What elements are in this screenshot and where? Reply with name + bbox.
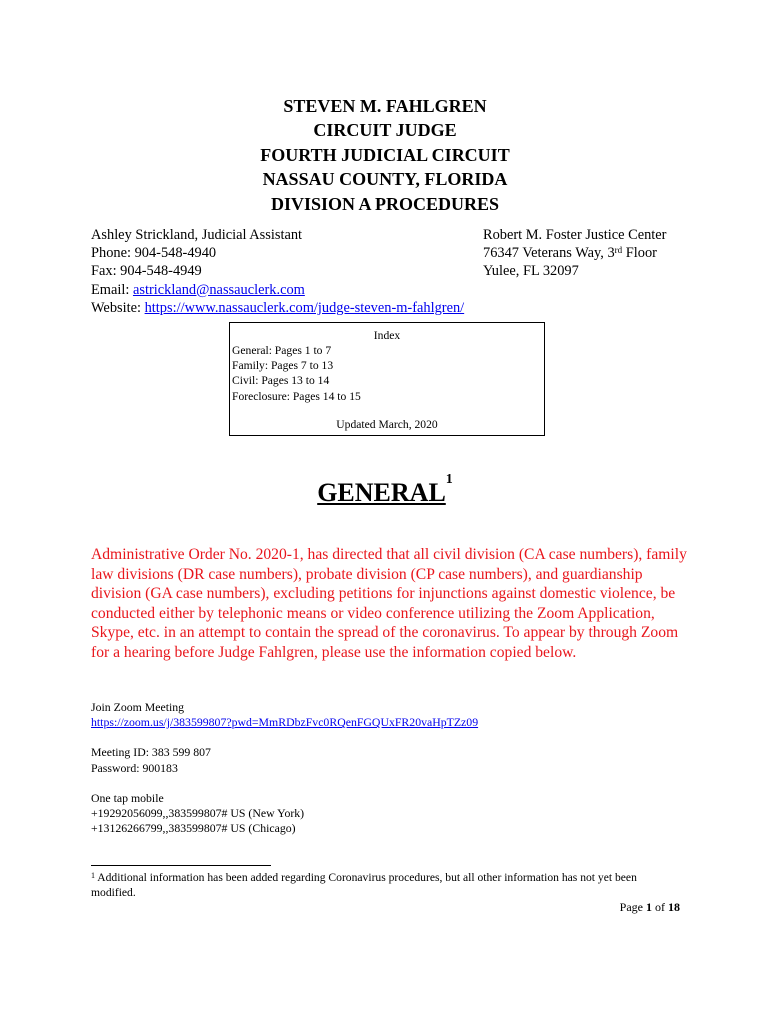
section-heading-general <box>0 472 770 508</box>
street-address <box>483 244 666 262</box>
index-item-foreclosure: Foreclosure: Pages 14 to 15 <box>232 389 361 403</box>
section-title: GENERAL <box>317 478 446 507</box>
email-line <box>91 281 464 299</box>
courthouse-name: Robert M. Foster Justice Center <box>483 227 667 243</box>
county-name: NASSAU COUNTY, FLORIDA <box>262 169 508 190</box>
city-state-zip: Yulee, FL 32097 <box>483 263 579 280</box>
footnote <box>91 870 681 900</box>
meeting-password: Password: 900183 <box>91 760 178 775</box>
meeting-id: Meeting ID: 383 599 807 <box>91 745 211 760</box>
tap-number-chicago: +13126266799,,383599807# US (Chicago) <box>91 821 296 836</box>
tap-number-new-york: +19292056099,,383599807# US (New York) <box>91 806 305 821</box>
page-separator: of <box>652 900 668 914</box>
email-link[interactable]: astrickland@nassauclerk.com <box>132 281 305 298</box>
spacer <box>91 776 478 791</box>
index-box <box>229 322 545 436</box>
index-title: Index <box>373 329 401 342</box>
contact-info <box>91 226 464 317</box>
page-number <box>560 900 680 915</box>
footnote-marker: 1 <box>91 871 95 880</box>
spacer <box>91 730 478 745</box>
index-updated-date: Updated March, 2020 <box>336 418 438 431</box>
zoom-meeting-link[interactable]: https://zoom.us/j/383599807?pwd=MmRDbzFvc0RQenFGQUxFR20vaHpTZz09 <box>91 715 479 730</box>
website-link[interactable]: https://www.nassauclerk.com/judge-steven-m-fahlgren/ <box>144 299 465 316</box>
join-zoom-label: Join Zoom Meeting <box>91 700 185 714</box>
total-pages: 18 <box>668 900 680 914</box>
street-address-text: 76347 Veterans Way, 3 <box>483 245 615 262</box>
index-item-family: Family: Pages 7 to 13 <box>232 359 334 373</box>
floor-ordinal: rd <box>614 245 623 256</box>
footnote-reference[interactable]: 1 <box>445 472 453 487</box>
website-line <box>91 299 464 317</box>
assistant-name: Ashley Strickland, Judicial Assistant <box>91 227 303 243</box>
division-title: DIVISION A PROCEDURES <box>270 193 500 214</box>
street-address-floor: Floor <box>622 245 657 262</box>
footnote-text: Additional information has been added regarding Coronavirus procedures, but all other information has not yet been modified. <box>91 871 637 900</box>
website-label: Website: <box>91 299 145 316</box>
court-address <box>483 226 666 281</box>
zoom-meeting-details <box>91 700 478 836</box>
footnote-divider <box>91 865 271 866</box>
zoom-notice-paragraph: Administrative Order No. 2020-1, has directed that all civil division (CA case numbers), family law divisions (DR case numbers), probate division (CP case numbers), and guardianship division (GA case numbers), excluding petitions for injunctions against domestic violence, be conducted either by telephonic means or video conference utilizing the Zoom Application, Skype, etc. in an attempt to contain the spread of the coronavirus. To appear by through Zoom for a hearing before Judge Fahlgren, please use the information copied below. <box>91 546 687 661</box>
fax-number: Fax: 904-548-4949 <box>91 263 202 280</box>
judge-title: CIRCUIT JUDGE <box>313 120 457 141</box>
document-header <box>0 94 770 216</box>
index-item-general: General: Pages 1 to 7 <box>232 344 332 357</box>
phone-number: Phone: 904-548-4940 <box>91 245 217 262</box>
judge-name: STEVEN M. FAHLGREN <box>283 96 487 116</box>
page-prefix: Page <box>619 900 646 914</box>
index-item-civil: Civil: Pages 13 to 14 <box>232 374 330 388</box>
email-label: Email: <box>91 281 133 298</box>
circuit-name: FOURTH JUDICIAL CIRCUIT <box>260 144 510 165</box>
current-page: 1 <box>646 900 652 914</box>
index-list <box>232 343 361 404</box>
one-tap-label: One tap mobile <box>91 790 164 805</box>
